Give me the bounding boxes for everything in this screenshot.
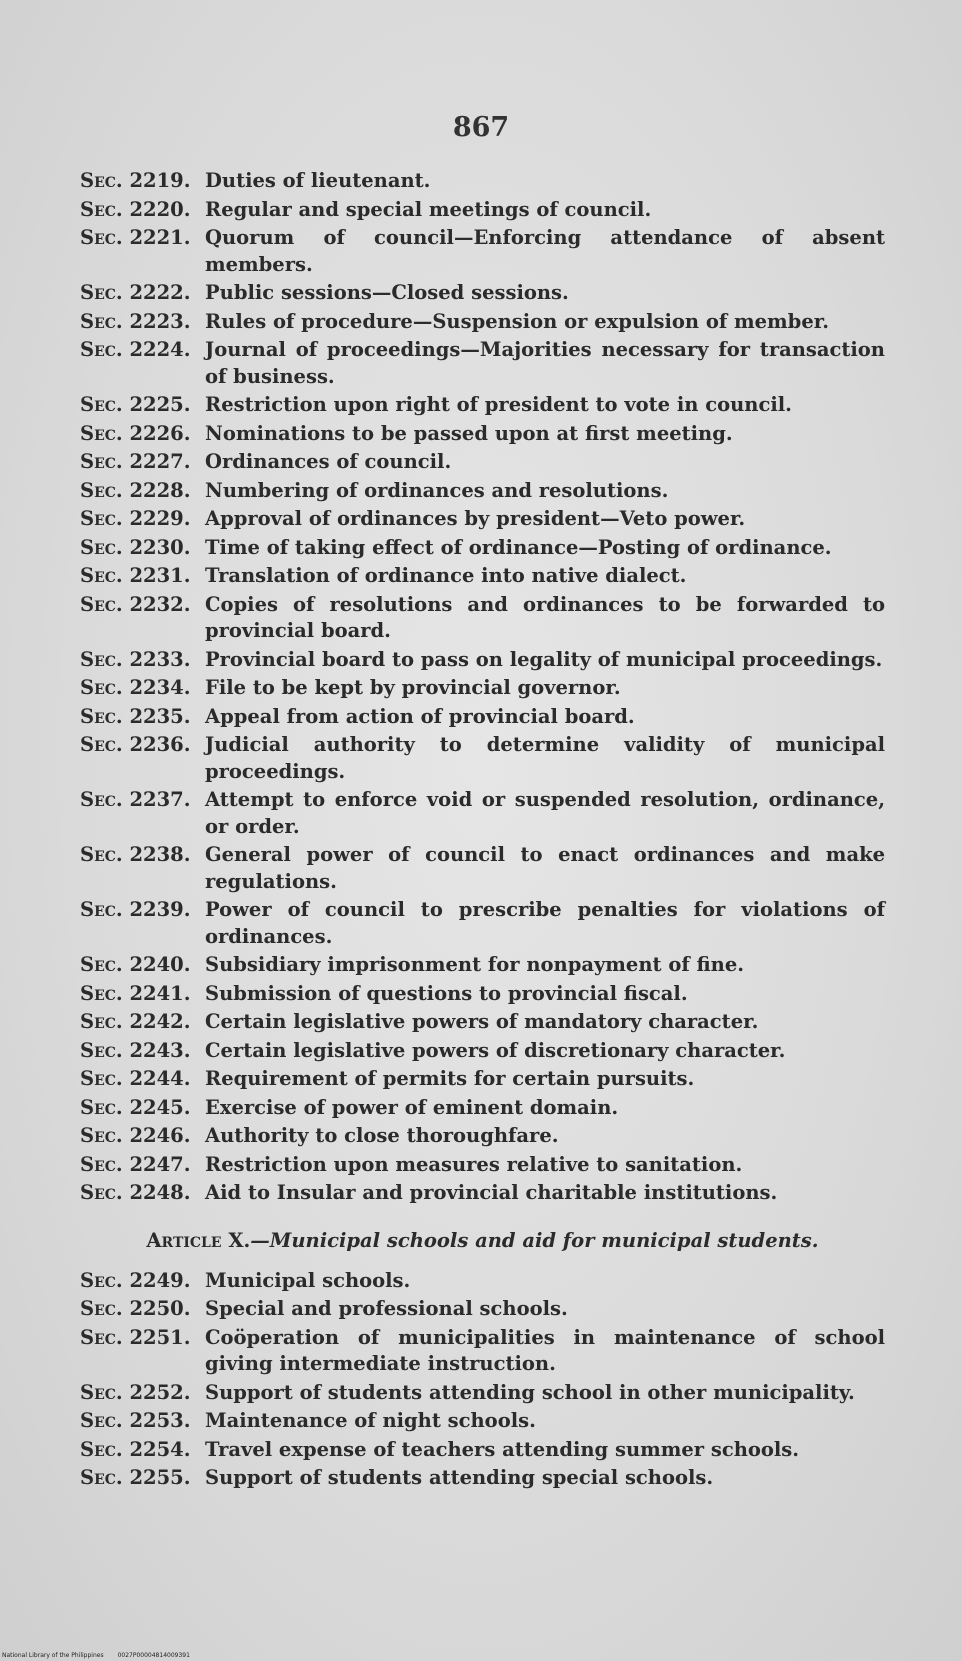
section-number: Sec. 2255. [80, 1466, 191, 1489]
article-title: —Municipal schools and aid for municipal students. [250, 1228, 819, 1252]
footer-code: 0027P00004814009391 [117, 1652, 190, 1659]
section-entry [80, 280, 885, 307]
section-entry [80, 1038, 885, 1065]
section-title: Support of students attending school in other municipality. [205, 1380, 855, 1404]
section-entry [80, 506, 885, 533]
section-entry [80, 1408, 885, 1435]
section-entry [80, 1009, 885, 1036]
section-number: Sec. 2248. [80, 1181, 191, 1204]
section-title: Duties of lieutenant. [205, 169, 431, 192]
section-list-group-2 [80, 1268, 885, 1492]
section-title: Subsidiary imprisonment for nonpayment of fine. [205, 953, 745, 976]
section-number: Sec. 2235. [80, 704, 191, 728]
article-label: Article X. [146, 1228, 251, 1252]
section-entry [80, 449, 885, 476]
section-entry [80, 392, 885, 419]
section-number: Sec. 2219. [80, 169, 191, 192]
section-entry [80, 225, 885, 278]
section-number: Sec. 2249. [80, 1268, 191, 1292]
section-title: General power of council to enact ordinances and make regulations. [205, 843, 885, 893]
section-entry [80, 981, 885, 1008]
section-number: Sec. 2227. [80, 450, 191, 473]
section-number: Sec. 2245. [80, 1095, 191, 1119]
section-number: Sec. 2234. [80, 676, 191, 699]
section-title: Coöperation of municipalities in maintenance of school giving intermediate instruction. [205, 1325, 885, 1375]
section-number: Sec. 2246. [80, 1124, 191, 1147]
article-heading [80, 1229, 885, 1252]
section-number: Sec. 2232. [80, 592, 191, 616]
section-entry [80, 1180, 885, 1207]
section-number: Sec. 2239. [80, 898, 191, 921]
section-entry [80, 1095, 885, 1122]
section-entry [80, 787, 885, 840]
section-number: Sec. 2223. [80, 309, 191, 333]
section-number: Sec. 2221. [80, 226, 191, 249]
section-title: Rules of procedure—Suspension or expulsion of member. [205, 309, 829, 333]
section-entry [80, 478, 885, 505]
section-title: Appeal from action of provincial board. [205, 704, 635, 728]
section-number: Sec. 2224. [80, 338, 191, 361]
section-title: Quorum of council—Enforcing attendance of absent members. [205, 226, 885, 276]
section-entry [80, 197, 885, 224]
section-entry [80, 1123, 885, 1150]
section-number: Sec. 2222. [80, 281, 191, 304]
section-entry [80, 592, 885, 645]
section-entry [80, 675, 885, 702]
section-title: Certain legislative powers of discretionary character. [205, 1038, 786, 1062]
section-entry [80, 337, 885, 390]
footer [2, 1652, 190, 1659]
section-title: Travel expense of teachers attending summer schools. [205, 1437, 800, 1461]
section-title: Copies of resolutions and ordinances to be forwarded to provincial board. [205, 592, 885, 642]
section-number: Sec. 2241. [80, 981, 191, 1005]
section-title: Power of council to prescribe penalties for violations of ordinances. [205, 898, 885, 948]
section-title: Aid to Insular and provincial charitable institutions. [205, 1181, 778, 1204]
section-entry [80, 704, 885, 731]
section-entry [80, 1437, 885, 1464]
section-number: Sec. 2236. [80, 733, 191, 756]
section-title: Certain legislative powers of mandatory character. [205, 1010, 759, 1033]
section-entry [80, 309, 885, 336]
section-title: Support of students attending special schools. [205, 1466, 714, 1489]
section-number: Sec. 2229. [80, 507, 191, 530]
section-list-group-1 [80, 168, 885, 1207]
section-number: Sec. 2225. [80, 393, 191, 416]
section-title: Regular and special meetings of council. [205, 197, 652, 221]
section-entry [80, 563, 885, 590]
section-number: Sec. 2251. [80, 1325, 191, 1349]
section-entry [80, 421, 885, 448]
section-number: Sec. 2228. [80, 478, 191, 502]
section-title: Approval of ordinances by president—Veto power. [205, 507, 746, 530]
section-title: Exercise of power of eminent domain. [205, 1095, 619, 1119]
section-number: Sec. 2231. [80, 564, 191, 587]
section-title: Requirement of permits for certain pursuits. [205, 1067, 695, 1090]
section-number: Sec. 2226. [80, 421, 191, 445]
section-number: Sec. 2254. [80, 1437, 191, 1461]
section-title: Numbering of ordinances and resolutions. [205, 478, 669, 502]
section-title: Ordinances of council. [205, 450, 452, 473]
section-number: Sec. 2230. [80, 535, 191, 559]
section-title: Submission of questions to provincial fiscal. [205, 981, 688, 1005]
section-number: Sec. 2243. [80, 1038, 191, 1062]
section-entry [80, 1296, 885, 1323]
section-number: Sec. 2220. [80, 197, 191, 221]
page-number: 867 [452, 112, 510, 143]
section-title: Public sessions—Closed sessions. [205, 281, 569, 304]
section-entry [80, 1268, 885, 1295]
section-title: Time of taking effect of ordinance—Posting of ordinance. [205, 535, 832, 559]
section-title: Translation of ordinance into native dialect. [205, 564, 687, 587]
section-number: Sec. 2237. [80, 788, 191, 811]
section-title: Journal of proceedings—Majorities necessary for transaction of business. [205, 338, 885, 388]
section-number: Sec. 2233. [80, 647, 191, 671]
section-entry [80, 647, 885, 674]
section-title: Restriction upon right of president to vote in council. [205, 393, 792, 416]
section-entry [80, 897, 885, 950]
section-list [80, 168, 885, 1494]
section-number: Sec. 2240. [80, 953, 191, 976]
footer-library: National Library of the Philippines [2, 1652, 104, 1659]
section-entry [80, 1325, 885, 1378]
section-title: Special and professional schools. [205, 1297, 568, 1320]
section-entry [80, 952, 885, 979]
section-title: Municipal schools. [205, 1268, 411, 1292]
section-number: Sec. 2247. [80, 1152, 191, 1176]
section-entry [80, 1380, 885, 1407]
section-title: Provincial board to pass on legality of municipal proceedings. [205, 647, 883, 671]
section-title: Restriction upon measures relative to sanitation. [205, 1152, 743, 1176]
section-entry [80, 1465, 885, 1492]
section-number: Sec. 2242. [80, 1010, 191, 1033]
section-entry [80, 1066, 885, 1093]
section-number: Sec. 2250. [80, 1297, 191, 1320]
section-entry [80, 1152, 885, 1179]
section-title: Nominations to be passed upon at first meeting. [205, 421, 733, 445]
section-title: File to be kept by provincial governor. [205, 676, 621, 699]
section-title: Judicial authority to determine validity of municipal proceedings. [205, 733, 885, 783]
section-title: Authority to close thoroughfare. [205, 1124, 559, 1147]
section-number: Sec. 2253. [80, 1409, 191, 1432]
section-title: Maintenance of night schools. [205, 1409, 536, 1432]
section-title: Attempt to enforce void or suspended resolution, ordinance, or order. [205, 788, 885, 838]
section-number: Sec. 2238. [80, 843, 191, 866]
section-entry [80, 168, 885, 195]
section-number: Sec. 2252. [80, 1380, 191, 1404]
section-number: Sec. 2244. [80, 1067, 191, 1090]
section-entry [80, 732, 885, 785]
section-entry [80, 535, 885, 562]
section-entry [80, 842, 885, 895]
